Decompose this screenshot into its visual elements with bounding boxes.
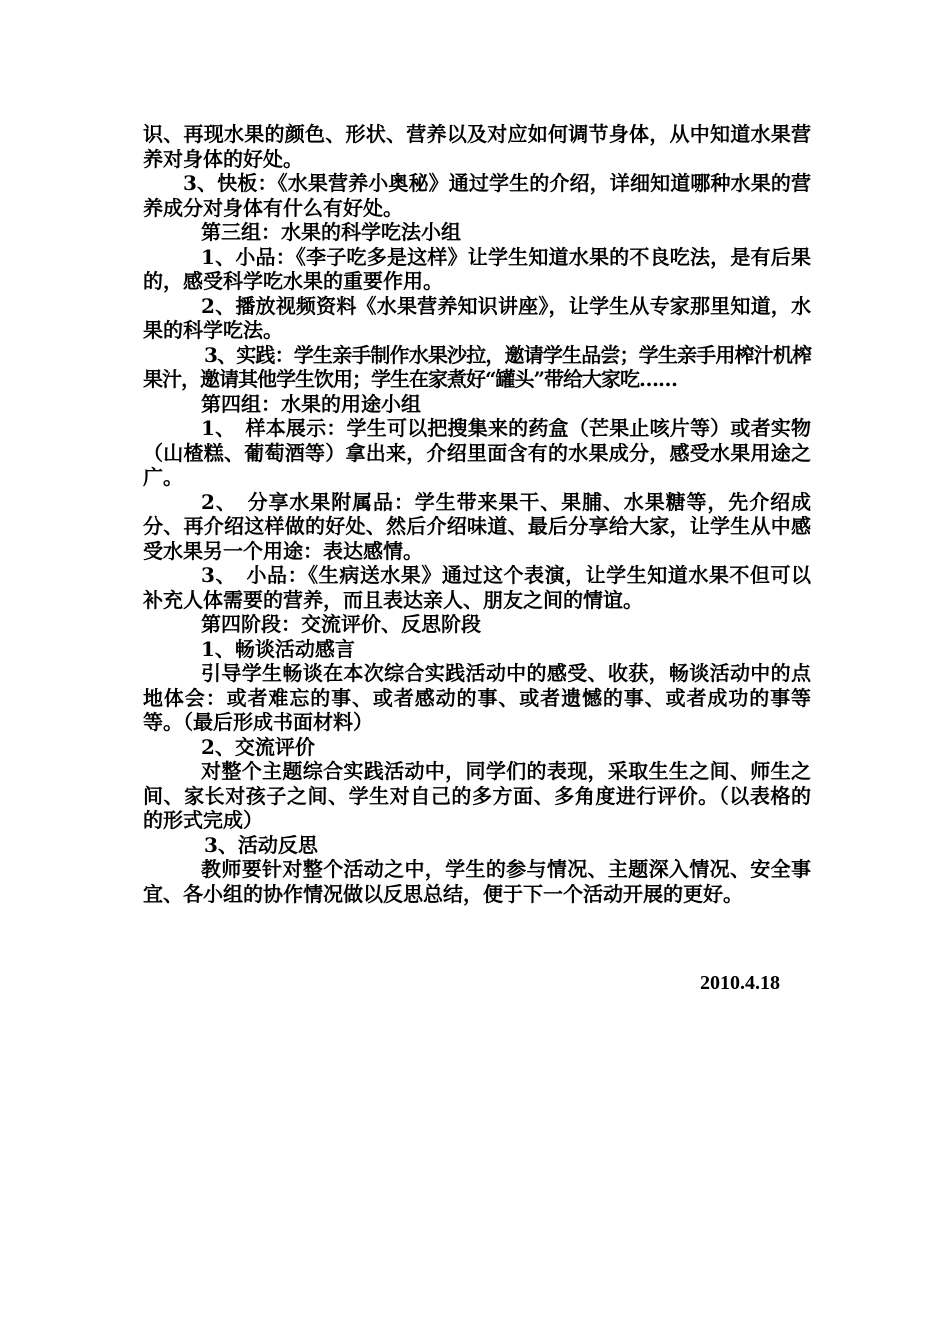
paragraph-xiaopin-visit: 3、 小品：《生病送水果》通过这个表演，让学生知道水果不但可以补充人体需要的营养，而且表达亲人、朋友之间的情谊。: [143, 563, 811, 612]
heading-reflection: 3、活动反思: [204, 832, 318, 857]
heading-talk-feelings: 1、畅谈活动感言: [201, 636, 355, 661]
heading-group-four: 第四组：水果的用途小组: [201, 391, 421, 416]
paragraph-sample-display: 1、 样本展示：学生可以把搜集来的药盒（芒果止咳片等）或者实物（山楂糕、葡萄酒等）拿出来，介绍里面含有的水果成分，感受水果用途之广。: [143, 416, 811, 489]
paragraph-kuaiban: 3、快板：《水果营养小奥秘》通过学生的介绍，详细知道哪种水果的营养成分对身体有什么有好处。: [143, 171, 811, 220]
heading-stage-four: 第四阶段：交流评价、反思阶段: [201, 612, 481, 636]
heading-group-three: 第三组：水果的科学吃法小组: [201, 220, 461, 244]
paragraph-evaluation: 对整个主题综合实践活动中，同学们的表现，采取生生之间、师生之间、家长对孩子之间、学生对自己的多方面、多角度进行评价。（以表格的的形式完成）: [143, 759, 811, 832]
paragraph-video: 2、播放视频资料《水果营养知识讲座》，让学生从专家那里知道，水果的科学吃法。: [143, 293, 811, 342]
paragraph-teacher-reflection: 教师要针对整个活动之中，学生的参与情况、主题深入情况、安全事宜、各小组的协作情况做以反思总结，便于下一个活动开展的更好。: [143, 857, 811, 906]
document-date: 2010.4.18: [700, 972, 780, 994]
paragraph-guide-students: 引导学生畅谈在本次综合实践活动中的感受、收获，畅谈活动中的点地体会：或者难忘的事、或者感动的事、或者遗憾的事、或者成功的事等等。（最后形成书面材料）: [143, 661, 811, 734]
heading-exchange-evaluation: 2、交流评价: [201, 734, 315, 759]
paragraph-share-products: 2、 分享水果附属品：学生带来果干、果脯、水果糖等，先介绍成分、再介绍这样做的好处、然后介绍味道、最后分享给大家，让学生从中感受水果另一个用途：表达感情。: [143, 489, 811, 563]
paragraph-xiaopin-lizi: 1、小品：《李子吃多是这样》让学生知道水果的不良吃法，是有后果的，感受科学吃水果的重要作用。: [143, 244, 811, 293]
document-body: [143, 122, 811, 906]
paragraph-continuation: 识、再现水果的颜色、形状、营养以及对应如何调节身体，从中知道水果营养对身体的好处。: [143, 122, 811, 171]
paragraph-practice: 3、实践：学生亲手制作水果沙拉，邀请学生品尝；学生亲手用榨汁机榨果汁，邀请其他学生饮用；学生在家煮好“罐头”带给大家吃……: [143, 342, 811, 391]
